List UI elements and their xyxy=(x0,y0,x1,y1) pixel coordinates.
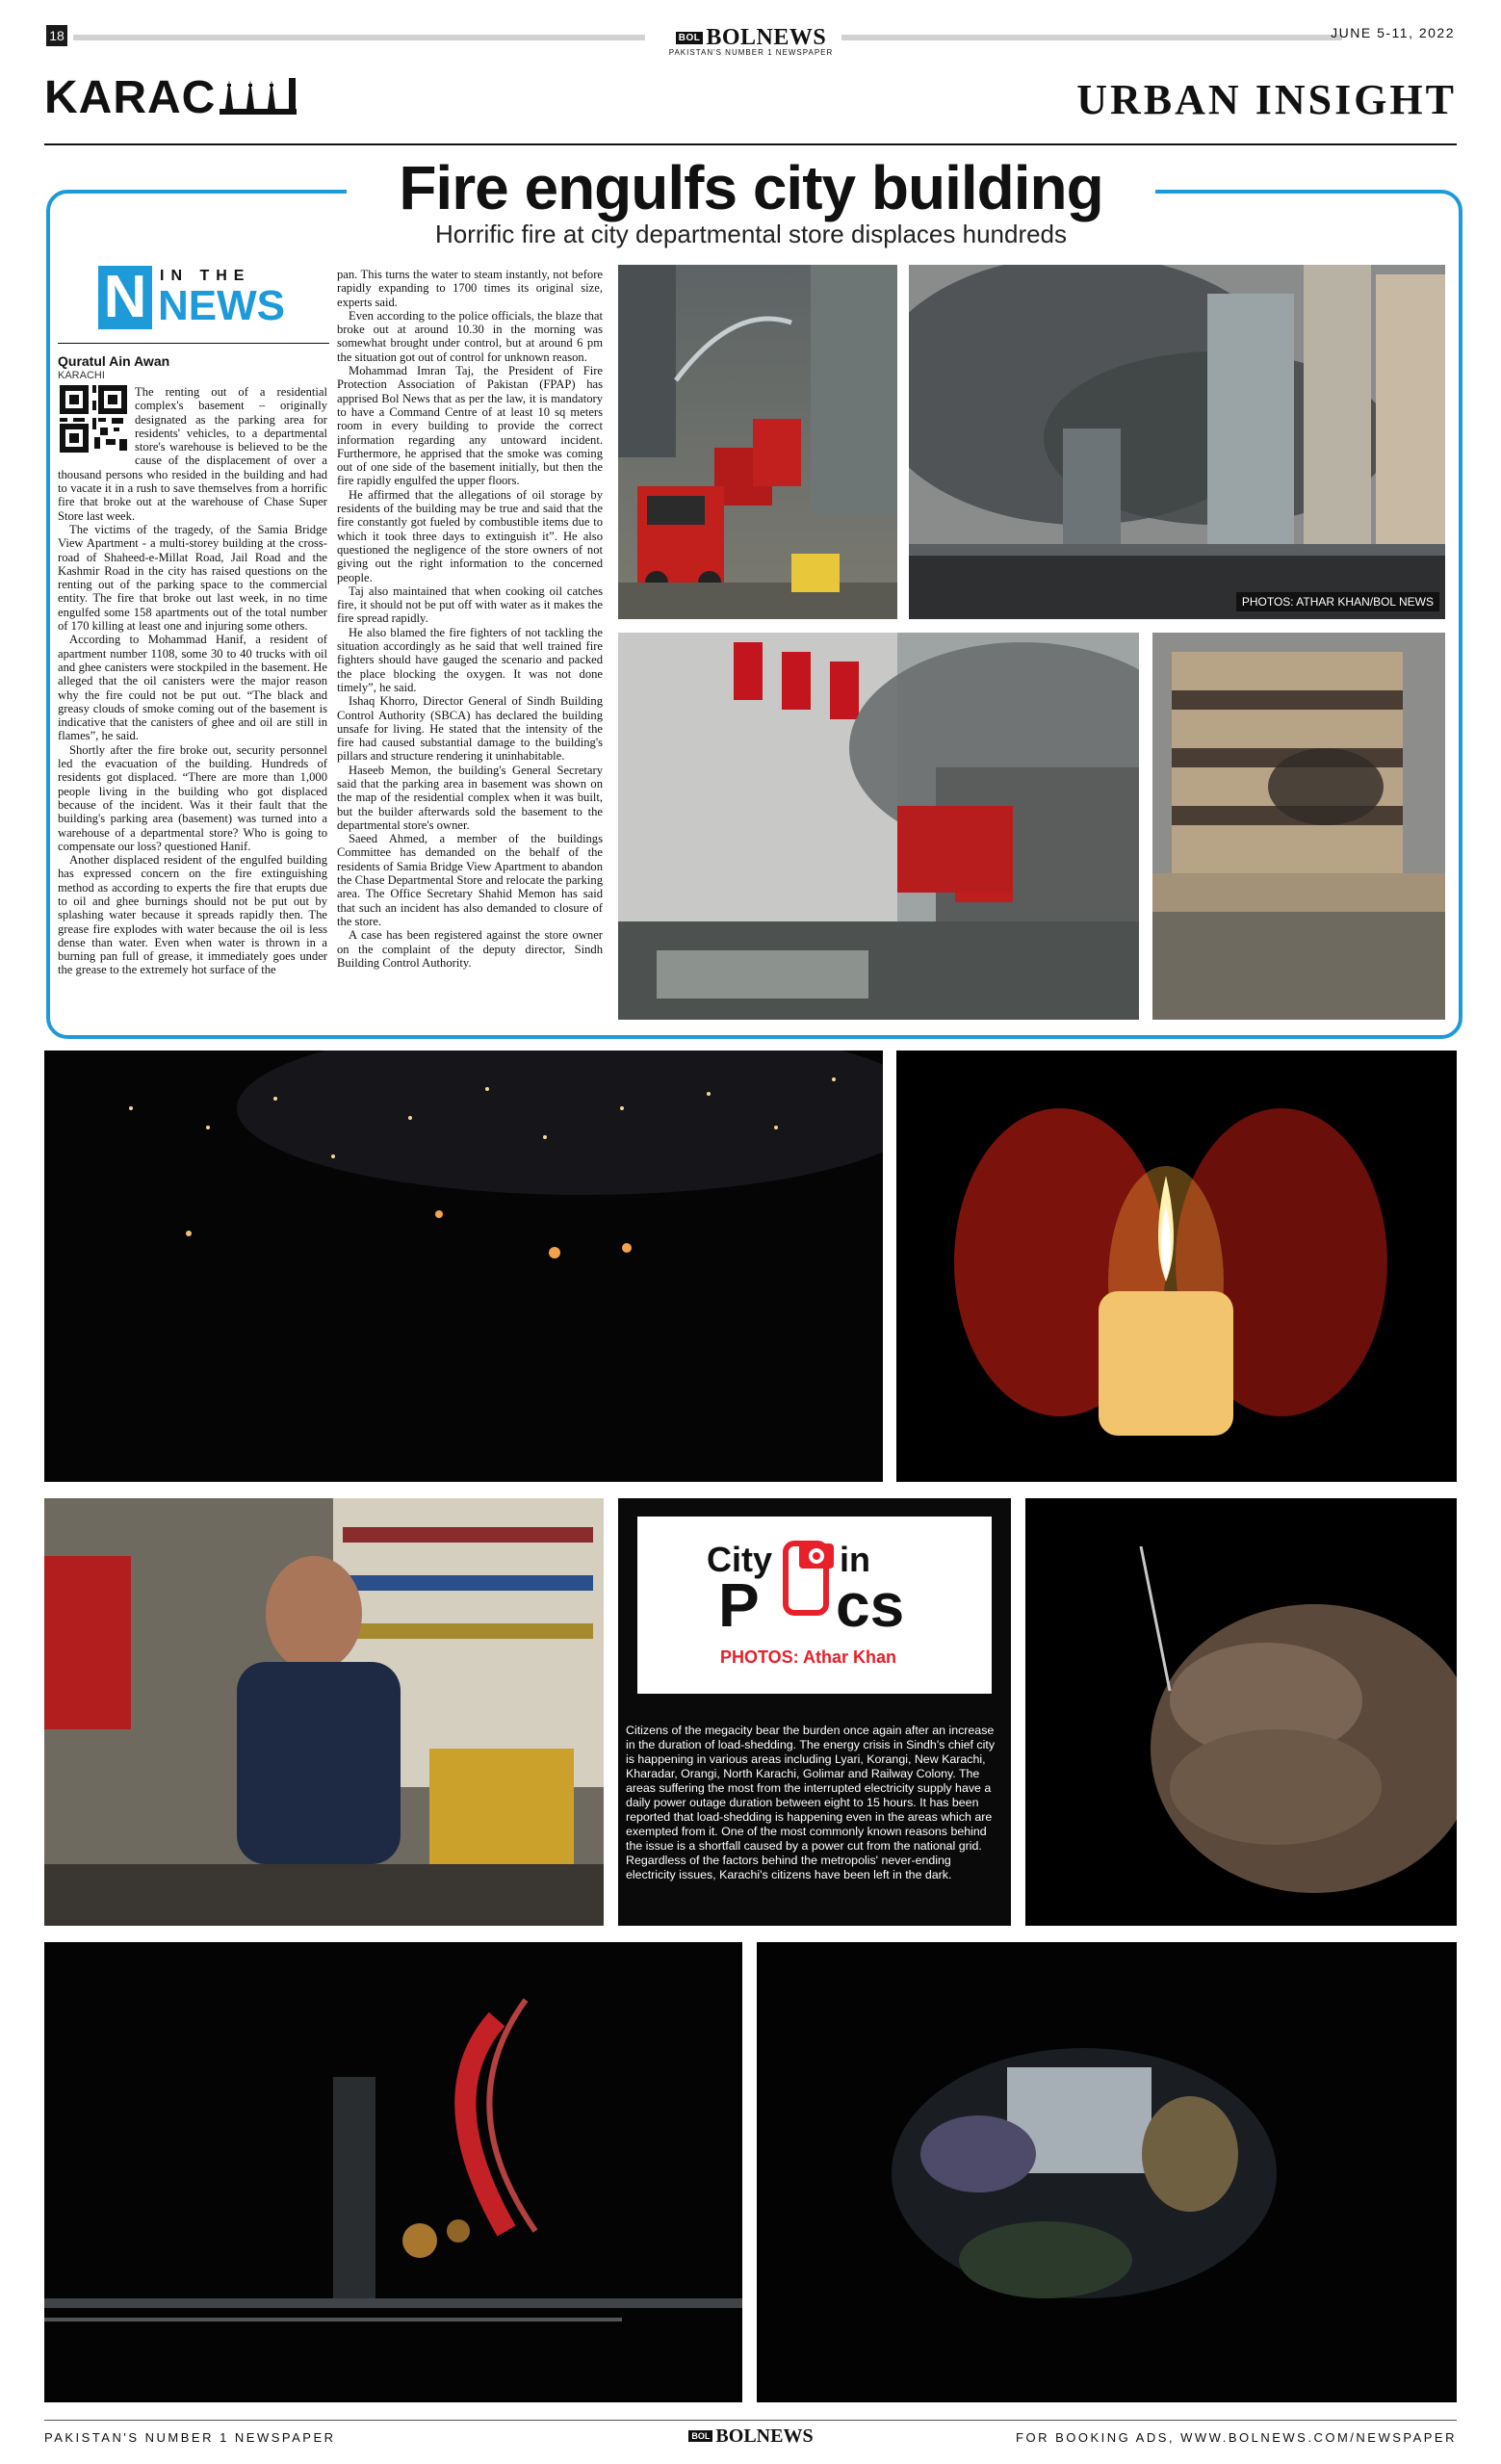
paragraph: He also blamed the fire fighters of not tackling the situation accordingly as he said that well trained fire fighters should have gauged the scenario and packed the place blocking the oxygen. It was not done timely”, he said. xyxy=(337,625,603,694)
photo-burnt-building-bridge xyxy=(1152,633,1445,1020)
photo-phone-flashlight-family xyxy=(757,1942,1457,2402)
footer-booking-link[interactable]: FOR BOOKING ADS, WWW.BOLNEWS.COM/NEWSPAPER xyxy=(1016,2430,1457,2445)
masthead[interactable] xyxy=(664,25,838,57)
paragraph: He affirmed that the allegations of oil storage by residents of the building may be true and said that the fire constantly got fueled by combustible items due to which it took three days to extinguish it”. He also questioned the negligence of the store owners of not giving out the right information to the concerned people. xyxy=(337,487,603,584)
paragraph: Haseeb Memon, the building's General Secretary said that the parking area in basement was shown on the map of the residential complex when it was built, but the builder afterwards sold the basement to the departmental store's owner. xyxy=(337,763,603,832)
header-divider xyxy=(44,143,1457,145)
karachi-towers-icon xyxy=(218,74,300,117)
paragraph: According to Mohammad Hanif, a resident of apartment number 1108, some 30 to 40 trucks with oil and ghee canisters were stockpiled in the basement. He alleged that the oil canisters were the major reason why the fire could not be put out. “The black and greasy clouds of smoke coming out of the basement is indicative that the canisters of ghee and oil are still in flames”, he said. xyxy=(58,633,327,743)
photo-fire-trucks-spraying xyxy=(618,265,897,619)
paragraph: Shortly after the fire broke out, security personnel led the evacuation of the building. Hundreds of residents got displaced. “There are more than 1,000 people living in the building who got displaced because of the incident. Was it their fault that the building's parking area (basement) was turned into a warehouse of a departmental store? Who is going to compensate our loss? questioned Hanif. xyxy=(58,742,327,853)
paragraph: The victims of the tragedy, of the Samia Bridge View Apartment - a multi-storey building at the cross-road of Shaheed-e-Millat Road, Jail Road and the Kashmir Road in the city has raised questions on the renting out of the parking space to the commercial entity. The fire that broke out last week, in no time engulfed some 158 apartments out of the total number of 170 killing at least one and injuring some others. xyxy=(58,522,327,634)
city-in-pics-caption: Citizens of the megacity bear the burden once again after an increase in the duration of load-shedding. The energy crisis in Sindh's chief city is happening in various areas including Lyari, Korangi, New Karachi, Kharadar, Orangi, North Karachi, Golimar and Railway Colony. The areas suffering the most from the interrupted electricity supply have a daily power outage duration between eight to 15 hours. It has been reported that load-shedding is happening even in the areas which are exempted from it. One of the most commonly known reasons behind the issue is a shortfall caused by a power cut from the national grid. Regardless of the factors behind the metropolis' never-ending electricity issues, Karachi's citizens have been left in the dark. xyxy=(626,1724,996,1881)
in-the-news-letter: N xyxy=(103,264,147,330)
footer-rule xyxy=(44,2420,1457,2421)
story-subhead: Horrific fire at city departmental store displaces hundreds xyxy=(434,220,1068,248)
issue-date: JUNE 5-11, 2022 xyxy=(1331,25,1455,40)
footer-masthead[interactable] xyxy=(674,2425,828,2448)
footer-tagline: PAKISTAN'S NUMBER 1 NEWSPAPER xyxy=(44,2430,336,2445)
in-the-label: IN THE xyxy=(160,268,251,284)
section-urban-insight: URBAN INSIGHT xyxy=(1076,76,1457,123)
paragraph: Mohammad Imran Taj, the President of Fire Protection Association of Pakistan (FPAP) has apprised Bol News that as per the law, it is mandatory to have a Command Centre of at least 10 sq meters room in every building to provide the correct information regarding any untoward incident. Furthermore, he apprised that the smoke was coming out of one side of the basement initially, but then the fire rapidly engulfed the upper floors. xyxy=(337,364,603,488)
byline: Quratul Ain Awan xyxy=(58,353,170,369)
paragraph: A case has been registered against the store owner on the complaint of the deputy director, Sindh Building Control Authority. xyxy=(337,928,603,970)
paragraph: Taj also maintained that when cooking oil catches fire, it should not be put off with water as it makes the fire spread rapidly. xyxy=(337,584,603,626)
footer-masthead-name: BOLNEWS xyxy=(715,2425,814,2447)
photo-smoke-over-city xyxy=(909,265,1445,619)
dateline: KARACHI xyxy=(58,370,105,381)
paragraph: The renting out of a residential complex's basement – originally designated as the parking area for residents' vehicles, to a departmental store's warehouse is believed to be the cause of the displacement of over a thousand persons who resided in the building and had to vacate it in a rush to save themselves from a horrific fire that broke out at the warehouse of Chase Super Store last week. xyxy=(58,385,327,523)
paragraph: Ishaq Khorro, Director General of Sindh Building Control Authority (SBCA) has declared the building unsafe for living. He stated that the intensity of the fire had caused substantial damage to the building's pillars and structure rendering it uninhabitable. xyxy=(337,694,603,764)
paragraph: Another displaced resident of the engulfed building has expressed concern on the fire extinguishing method as according to experts the fire that erupts due to oil and ghee burnings should not be put out by splashing water because it spreads rapidly then. The grease fire explodes with water because the oil is less dense than water. Even when water is thrown in a burning pan full of grease, it immediately goes under the grease to the extremely hot surface of the xyxy=(58,853,327,977)
section-karachi-logo xyxy=(44,71,300,124)
paragraph: pan. This turns the water to steam instantly, not before rapidly expanding to 1700 times its original size, experts said. xyxy=(337,268,603,309)
photo-chase-store-fire xyxy=(618,633,1139,1020)
page-number: 18 xyxy=(46,25,67,46)
masthead-tagline: PAKISTAN'S NUMBER 1 NEWSPAPER xyxy=(668,48,834,57)
masthead-name: BOLNEWS xyxy=(706,25,827,50)
pics-credit: PHOTOS: Athar Khan xyxy=(720,1647,897,1667)
news-label: NEWS xyxy=(158,282,285,329)
story-column-2 xyxy=(337,268,603,1025)
photo-generator-repairman xyxy=(44,1498,604,1926)
camera-phone-icon xyxy=(782,1540,838,1617)
photo-dark-city-night xyxy=(44,1050,883,1482)
qr-code-icon xyxy=(60,385,127,453)
paragraph: Even according to the police officials, the blaze that broke out at around 10.30 in the morning was somewhat brought under control, but at around 6 pm the situation got out of control for unknown reason. xyxy=(337,308,603,364)
photo-credit: PHOTOS: ATHAR KHAN/BOL NEWS xyxy=(1236,592,1439,611)
photo-light-trails-person xyxy=(44,1942,742,2402)
city-in-pics-card xyxy=(637,1517,992,1694)
pics-title-p: P xyxy=(718,1570,760,1640)
pics-title-cs: cs xyxy=(836,1570,905,1640)
header-rule-left xyxy=(73,35,645,40)
story-column-1 xyxy=(58,385,327,1025)
masthead-logo: BOL xyxy=(676,32,704,44)
header-rule-right xyxy=(841,35,1342,40)
pics-title-city: City xyxy=(707,1540,773,1579)
section-karachi-text: KARAC xyxy=(44,72,217,123)
photo-needle-threading xyxy=(1025,1498,1457,1926)
paragraph: Saeed Ahmed, a member of the buildings Committee has demanded on the behalf of the residents of Samia Bridge View Apartment to abandon the Chase Departmental Store and relocate the parking area. The Office Secretary Shahid Memon has said that such an incident has also demanded to closure of the store. xyxy=(337,832,603,928)
story-headline: Fire engulfs city building xyxy=(347,152,1155,223)
footer-logo: BOL xyxy=(688,2430,712,2442)
photo-candle-hands xyxy=(896,1050,1457,1482)
byline-rule xyxy=(58,343,329,344)
in-the-news-logo xyxy=(98,266,285,329)
pics-title-in: in xyxy=(840,1540,870,1579)
in-the-news-badge xyxy=(98,266,152,329)
